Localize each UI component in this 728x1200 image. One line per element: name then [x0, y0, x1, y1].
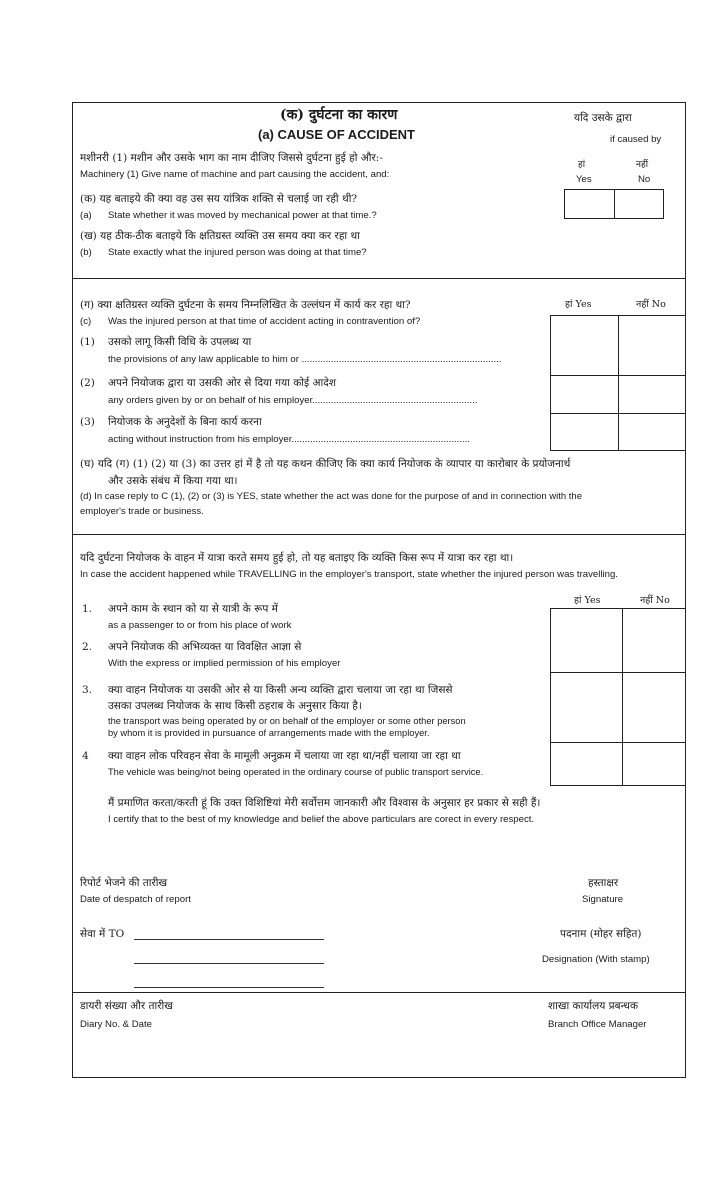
question-a-label: (a)	[80, 210, 92, 221]
question-d-hindi-2: और उसके संबंध में किया गया था।	[108, 475, 238, 487]
travel-yes-label: हां Yes	[574, 595, 601, 606]
no-hindi: नहीं	[636, 160, 649, 170]
travel-item-2-number: 2.	[82, 641, 93, 653]
question-c-hindi: (ग) क्या क्षतिग्रस्त व्यक्ति दुर्घटना के समय निम्नलिखित के उल्लंघन में कार्य कर रहा था?	[80, 299, 411, 311]
travel-item-2-text: With the express or implied permission of his employer	[108, 658, 341, 669]
travel-item-3-hindi: क्या वाहन नियोजक या उसकी ओर से या किसी अन्य व्यक्ति द्वारा चलाया जा रहा था जिससे	[108, 684, 453, 696]
travel-intro-text: In case the accident happened while TRAVELLING in the employer's transport, state whether the injured person was travelling.	[80, 569, 618, 580]
c2-no-box[interactable]	[619, 376, 685, 412]
c2-yes-box[interactable]	[551, 376, 617, 412]
item-c1-number: (1)	[80, 336, 95, 348]
t3-yes-box[interactable]	[551, 743, 621, 785]
section-divider	[72, 278, 686, 279]
question-c-text: Was the injured person at that time of accident acting in contravention of?	[108, 316, 421, 327]
signature-hindi: हस्ताक्षर	[588, 877, 619, 889]
c3-no-box[interactable]	[619, 414, 685, 450]
question-b-hindi: (ख) यह ठीक-ठीक बताइये कि क्षतिग्रस्त व्यक्ति उस समय क्या कर रहा था	[80, 230, 360, 242]
travel-intro-hindi: यदि दुर्घटना नियोजक के वाहन में यात्रा करते समय हुई हो, तो यह बताइए कि व्यक्ति किस रूप में यात्रा कर रहा था।	[80, 552, 514, 564]
certification-hindi: मैं प्रमाणित करता/करती हूं कि उक्त विशिष्टियां मेरी सर्वोत्तम जानकारी और विश्वास के अनुसार हर प्रकार से सही हैं।	[108, 797, 541, 809]
item-c3-text: acting without instruction from his employer...................................................................	[108, 434, 471, 445]
caused-by-no-box[interactable]	[615, 190, 663, 218]
to-line-3[interactable]	[134, 987, 324, 988]
designation-hindi: पदनाम (मोहर सहित)	[560, 928, 642, 940]
c3-yes-box[interactable]	[551, 414, 617, 450]
to-label: सेवा में TO	[80, 928, 125, 940]
caused-by-yes-box[interactable]	[565, 190, 613, 218]
item-c3-hindi: नियोजक के अनुदेशों के बिना कार्य करना	[108, 416, 262, 428]
c1-yes-box[interactable]	[551, 316, 617, 374]
t1-no-box[interactable]	[623, 609, 685, 671]
machinery-label: Machinery (1) Give name of machine and part causing the accident, and:	[80, 169, 390, 180]
travel-item-1-text: as a passenger to or from his place of work	[108, 620, 292, 631]
question-a-hindi: (क) यह बताइये की क्या वह उस सय यांत्रिक शक्ति से चलाई जा रही थी?	[80, 193, 358, 205]
dispatch-date-hindi: रिपोर्ट भेजने की तारीख	[80, 877, 168, 889]
item-c2-text: any orders given by or on behalf of his employer..............................................................	[108, 395, 478, 406]
certification-text: I certify that to the best of my knowledge and belief the above particulars are corect in every respect.	[108, 814, 535, 825]
if-caused-by-hindi: यदि उसके द्वारा	[574, 112, 632, 124]
t1-yes-box[interactable]	[551, 609, 621, 671]
manager-label: Branch Office Manager	[548, 1019, 647, 1030]
diary-label: Diary No. & Date	[80, 1019, 152, 1030]
travel-item-2-hindi: अपने नियोजक की अभिव्यक्त या विवक्षित आज्ञा से	[108, 641, 302, 653]
question-d-text-2: employer's trade or business.	[80, 506, 204, 517]
travel-item-1-number: 1.	[82, 603, 93, 615]
page-title-hindi: (क) दुर्घटना का कारण	[280, 107, 398, 123]
item-c2-number: (2)	[80, 377, 95, 389]
no-label: No	[638, 174, 651, 185]
to-line-2[interactable]	[134, 963, 324, 964]
section-divider	[72, 534, 686, 535]
c1-no-box[interactable]	[619, 316, 685, 374]
diary-hindi: डायरी संख्या और तारीख	[80, 1000, 173, 1012]
yes-column-label: हां Yes	[565, 299, 592, 310]
t3-no-box[interactable]	[623, 743, 685, 785]
if-caused-by-label: if caused by	[610, 134, 662, 145]
travel-item-4-text: The vehicle was being/not being operated in the ordinary course of public transport service.	[108, 767, 484, 777]
travel-no-label: नहीं No	[640, 595, 670, 606]
travel-item-3-text: the transport was being operated by or on behalf of the employer or some other person	[108, 716, 466, 726]
no-column-label: नहीं No	[636, 299, 666, 310]
section-divider	[72, 992, 686, 993]
question-c-label: (c)	[80, 316, 92, 327]
question-d-hindi: (घ) यदि (ग) (1) (2) या (3) का उत्तर हां में है तो यह कथन कीजिए कि क्या कार्य नियोजक के व्यापार या कारोबार के प्रयोजनार्थ	[80, 458, 571, 470]
item-c2-hindi: अपने नियोजक द्वारा या उसकी ओर से दिया गया कोई आदेश	[108, 377, 336, 389]
travel-item-3-hindi-2: उसका उपलब्ध नियोजक के साथ किसी ठहराब के अनुसार किया है।	[108, 700, 362, 712]
question-a-text: State whether it was moved by mechanical power at that time.?	[108, 210, 377, 221]
page-title: (a) CAUSE OF ACCIDENT	[258, 127, 415, 142]
t2-no-box[interactable]	[623, 673, 685, 741]
to-line-1[interactable]	[134, 939, 324, 940]
yes-hindi: हां	[578, 160, 586, 170]
designation-label: Designation (With stamp)	[542, 954, 650, 965]
manager-hindi: शाखा कार्यालय प्रबन्धक	[548, 1000, 639, 1012]
machinery-hindi: मशीनरी (1) मशीन और उसके भाग का नाम दीजिए जिससे दुर्घटना हुई हो और:-	[80, 152, 383, 164]
travel-item-3-text-2: by whom it is provided in pursuance of arrangements made with the employer.	[108, 728, 430, 738]
item-c1-hindi: उसको लागू किसी विधि के उपलब्ध या	[108, 336, 252, 348]
travel-item-1-hindi: अपने काम के स्थान को या से यात्री के रूप में	[108, 603, 278, 615]
signature-label: Signature	[582, 894, 624, 905]
question-b-text: State exactly what the injured person was doing at that time?	[108, 247, 367, 258]
question-d-text: (d) In case reply to C (1), (2) or (3) is YES, state whether the act was done for the purpose of and in connection with the	[80, 491, 582, 502]
t2-yes-box[interactable]	[551, 673, 621, 741]
item-c3-number: (3)	[80, 416, 95, 428]
dispatch-date-label: Date of despatch of report	[80, 894, 191, 905]
travel-item-3-number: 3.	[82, 684, 93, 696]
item-c1-text: the provisions of any law applicable to him or ...........................................................................	[108, 354, 502, 365]
question-b-label: (b)	[80, 247, 92, 258]
yes-label: Yes	[576, 174, 592, 185]
travel-item-4-number: 4	[82, 750, 89, 762]
travel-item-4-hindi: क्या वाहन लोक परिवहन सेवा के मामूली अनुक्रम में चलाया जा रहा था/नहीं चलाया जा रहा था	[108, 750, 461, 762]
